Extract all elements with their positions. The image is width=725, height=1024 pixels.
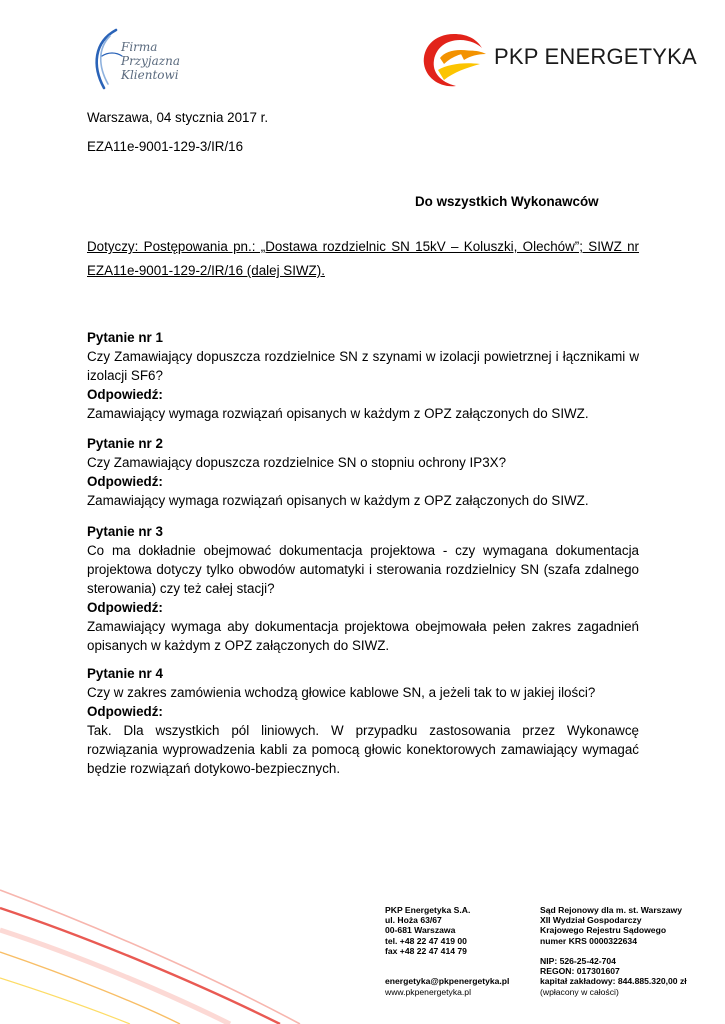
logo-left-line-2: Przyjazna bbox=[121, 54, 180, 68]
footer-email-link[interactable]: energetyka@pkpenergetyka.pl bbox=[385, 976, 510, 987]
answer-label: Odpowiedź: bbox=[87, 600, 163, 615]
pkp-energetyka-logo bbox=[420, 28, 697, 92]
answer-label: Odpowiedź: bbox=[87, 474, 163, 489]
subject-line-2: EZA11e-9001-129-2/IR/16 (dalej SIWZ). bbox=[87, 263, 325, 278]
logo-right-text: PKP ENERGETYKA bbox=[494, 44, 697, 69]
answer-text: Tak. Dla wszystkich pól liniowych. W przypadku zastosowania przez Wykonawcę rozwiązania wyprowadzenia kabli za pomocą głowic konektorowych zamawiający wymagać będzie rozwiązań dotykowo-bezpiecznych. bbox=[87, 723, 639, 776]
logo-left-text bbox=[121, 40, 180, 82]
question-title: Pytanie nr 3 bbox=[87, 524, 163, 539]
footer-company-name: PKP Energetyka S.A. bbox=[385, 905, 471, 915]
footer-registry-column bbox=[540, 905, 687, 997]
question-block-3 bbox=[87, 522, 639, 655]
footer-nip: NIP: 526-25-42-704 bbox=[540, 956, 616, 966]
answer-label: Odpowiedź: bbox=[87, 387, 163, 402]
footer-court-line-2: XII Wydział Gospodarczy bbox=[540, 915, 642, 926]
firma-przyjazna-klientowi-logo bbox=[86, 26, 180, 92]
answer-text: Zamawiający wymaga rozwiązań opisanych w każdym z OPZ załączonych do SIWZ. bbox=[87, 406, 589, 421]
question-block-1 bbox=[87, 328, 639, 423]
footer-street: ul. Hoża 63/67 bbox=[385, 915, 442, 926]
question-title: Pytanie nr 1 bbox=[87, 330, 163, 345]
footer-regon: REGON: 017301607 bbox=[540, 966, 620, 977]
footer-capital: kapitał zakładowy: 844.885.320,00 zł bbox=[540, 976, 687, 987]
question-title: Pytanie nr 2 bbox=[87, 436, 163, 451]
footer-www-link[interactable]: www.pkpenergetyka.pl bbox=[385, 986, 471, 997]
footer-court-line-1: Sąd Rejonowy dla m. st. Warszawy bbox=[540, 905, 682, 915]
answer-text: Zamawiający wymaga aby dokumentacja projektowa obejmowała pełen zakres zagadnień opisanych w każdym z OPZ załączonych do SIWZ. bbox=[87, 619, 639, 653]
reference-number: EZA11e-9001-129-3/IR/16 bbox=[87, 139, 244, 154]
logo-left-line-1: Firma bbox=[121, 40, 158, 54]
footer-fax: fax +48 22 47 414 79 bbox=[385, 945, 467, 956]
question-title: Pytanie nr 4 bbox=[87, 666, 163, 681]
question-text: Czy w zakres zamówienia wchodzą głowice kablowe SN, a jeżeli tak to w jakiej ilości? bbox=[87, 685, 596, 700]
footer-krs: numer KRS 0000322634 bbox=[540, 935, 637, 946]
question-text: Czy Zamawiający dopuszcza rozdzielnice SN z szynami w izolacji powietrznej i łącznikami w izolacji SF6? bbox=[87, 349, 639, 383]
question-block-2 bbox=[87, 434, 639, 510]
swirl-logo-icon bbox=[86, 26, 126, 92]
place-date: Warszawa, 04 stycznia 2017 r. bbox=[87, 110, 269, 125]
subject-line-1: Dotyczy: Postępowania pn.: „Dostawa rozdzielnic SN 15kV – Koluszki, Olechów”; SIWZ nr bbox=[87, 239, 639, 254]
flame-sun-icon bbox=[420, 28, 490, 92]
footer-court-line-3: Krajowego Rejestru Sądowego bbox=[540, 925, 667, 936]
answer-label: Odpowiedź: bbox=[87, 704, 163, 719]
footer-city: 00-681 Warszawa bbox=[385, 925, 456, 936]
footer-tel: tel. +48 22 47 419 00 bbox=[385, 935, 467, 946]
question-block-4 bbox=[87, 664, 639, 778]
recipient: Do wszystkich Wykonawców bbox=[415, 194, 599, 209]
question-text: Czy Zamawiający dopuszcza rozdzielnice SN o stopniu ochrony IP3X? bbox=[87, 455, 507, 470]
logo-left-line-3: Klientowi bbox=[121, 68, 179, 82]
decorative-swoosh bbox=[0, 860, 360, 1024]
footer-paid: (wpłacony w całości) bbox=[540, 986, 619, 997]
footer-company-column bbox=[385, 905, 509, 997]
question-text: Co ma dokładnie obejmować dokumentacja projektowa - czy wymagana dokumentacja projektowa dotyczy tylko obwodów automatyki i sterowania rozdzielnicy SN (szafa zdalnego sterowania) czy też całej stacji? bbox=[87, 543, 639, 596]
answer-text: Zamawiający wymaga rozwiązań opisanych w każdym z OPZ załączonych do SIWZ. bbox=[87, 493, 589, 508]
